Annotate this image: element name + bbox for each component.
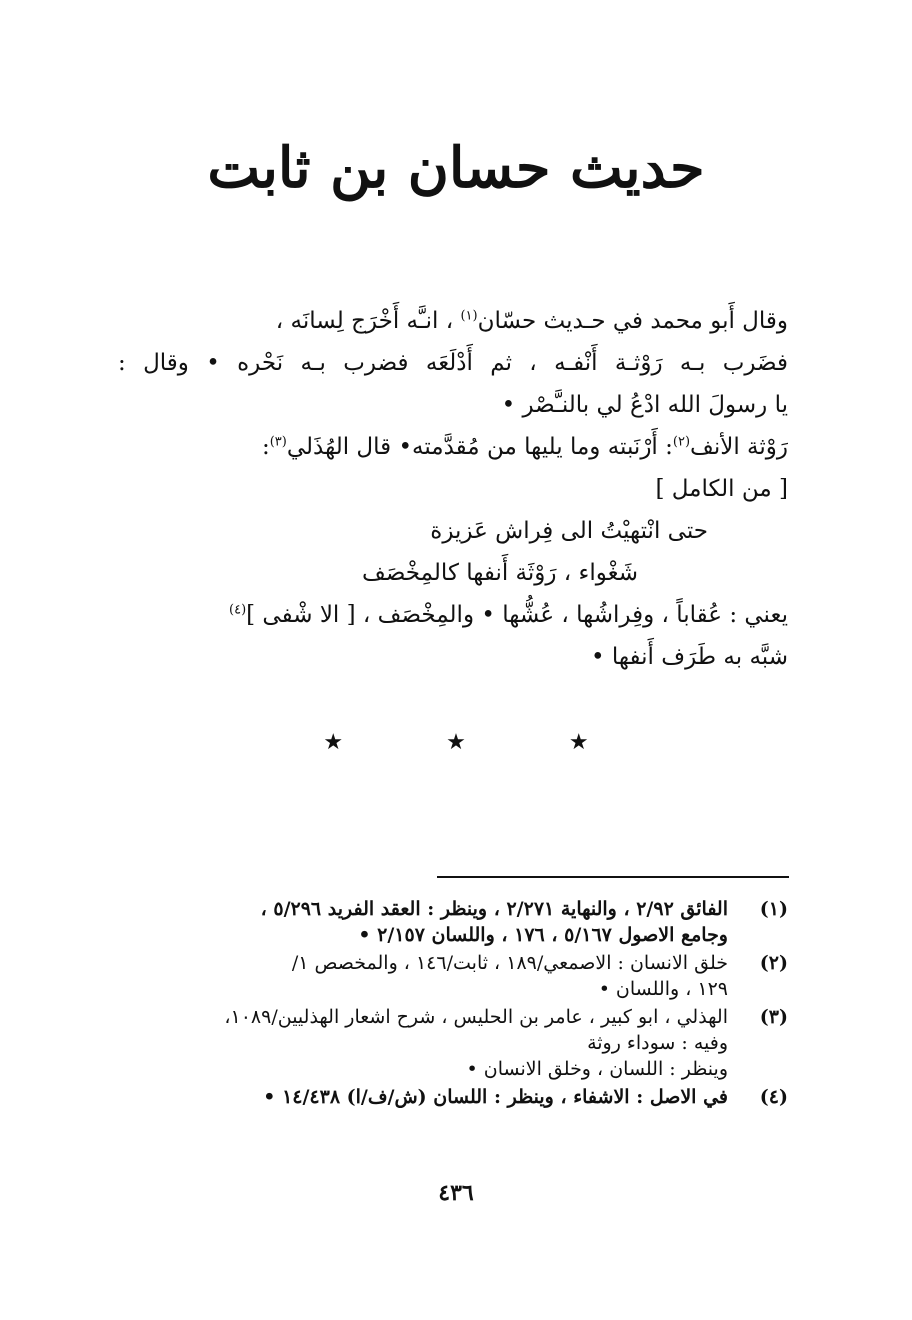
footnote-text (120, 1084, 728, 1110)
footnote-line: وجامع الاصول ٥/١٦٧ ، ١٧٦ ، واللسان ٢/١٥٧ • (358, 924, 728, 946)
footnote-line: الفائق ٢/٩٢ ، والنهاية ٢/٢٧١ ، وينظر : العقد الفريد ٥/٢٩٦ ، (260, 898, 728, 920)
footnote-ref-1[interactable]: (١) (460, 308, 478, 324)
footnote-number: (٣) (759, 1006, 788, 1028)
footnote-ref-2[interactable]: (٢) (672, 434, 691, 450)
verse-line-1: حتى انْتهيْتُ الى فِراش عَزيزة (430, 518, 708, 544)
footnote-2 (120, 950, 788, 1002)
footnote-number: (٢) (759, 952, 788, 974)
footnote-text (120, 950, 728, 1002)
footnote-number: (٤) (759, 1086, 788, 1108)
text-span: ، انـَّه أَخْرَج لِسانَه ، (275, 308, 461, 334)
text-line-1 (118, 300, 788, 342)
footnote-line: خلق الانسان : الاصمعي/١٨٩ ، ثابت/١٤٦ ، والمخصص ١/ (291, 952, 728, 974)
footnote-text (120, 1004, 728, 1082)
text-span: : أَرْنَبته وما يليها من مُقدَّمته• قال الهُذَلي (286, 434, 673, 460)
footnote-text (120, 896, 728, 948)
verse-line-2: شَغْواء ، رَوْثَة أَنفها كالمِخْصَف (362, 560, 638, 586)
page-number: ٤٣٦ (438, 1180, 474, 1206)
text-line-2: فضَرب بـه رَوْثـة أَنْفـه ، ثم أَدْلَعَه فضرب بـه نَحْره • وقال : (118, 350, 788, 376)
meter-label: [ من الكامل ] (655, 476, 788, 502)
footnotes (120, 896, 788, 1112)
footnote-line: في الاصل : الاشفاء ، وينظر : اللسان (ش/ف/ا) ١٤/٤٣٨ • (263, 1086, 728, 1108)
footnote-number: (١) (759, 898, 788, 920)
main-text (118, 300, 788, 678)
footnote-1 (120, 896, 788, 948)
footnote-4 (120, 1084, 788, 1110)
footnote-line: وينظر : اللسان ، وخلق الانسان • (466, 1058, 728, 1080)
footnote-3 (120, 1004, 788, 1082)
text-span: رَوْثة الأنف (690, 434, 788, 460)
text-span: : (261, 434, 270, 460)
text-span: وقال أَبو محمد في حـديث حسّان (477, 308, 788, 334)
text-span: يعني : عُقاباً ، وفِراشُها ، عُشُّها • والمِخْصَف ، [ الا شْفى ] (246, 602, 788, 628)
text-line-4 (118, 426, 788, 468)
footnote-line: وفيه : سوداء روثة (587, 1032, 728, 1054)
text-line-6: شبَّه به طَرَف أَنفها • (591, 644, 788, 670)
section-divider-stars: ★ ★ ★ (323, 730, 637, 755)
footnote-ref-3[interactable]: (٣) (269, 434, 287, 450)
footnote-rule (437, 876, 789, 878)
chapter-title: حديث حسان بن ثابت (207, 135, 705, 201)
footnote-line: الهذلي ، ابو كبير ، عامر بن الحليس ، شرح اشعار الهذليين/١٠٨٩، (224, 1006, 728, 1028)
footnote-ref-4[interactable]: (٤) (229, 602, 247, 618)
footnote-line: ١٢٩ ، واللسان • (598, 978, 728, 1000)
text-line-5 (118, 594, 788, 636)
text-line-3: يا رسولَ الله ادْعُ لي بالنـَّصْر • (501, 392, 788, 418)
